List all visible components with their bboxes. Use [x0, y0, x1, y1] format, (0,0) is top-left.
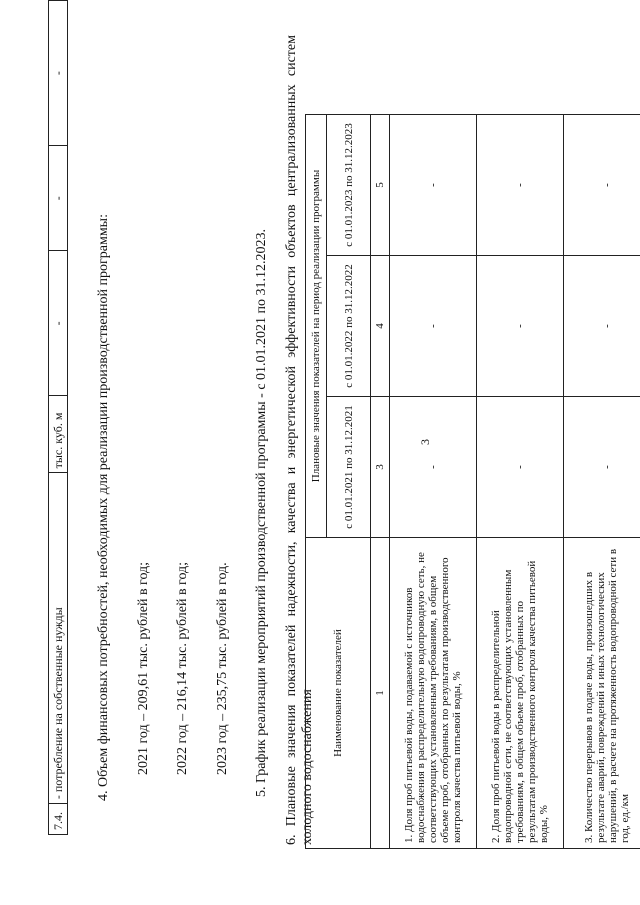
column-number: 3 — [371, 397, 390, 538]
column-number: 4 — [371, 256, 390, 397]
period-header: Плановые значения показателей на период реализации программы — [306, 115, 327, 538]
period-label: с 01.01.2021 по 31.12.2021 — [327, 397, 371, 538]
indicator-value: - — [477, 115, 564, 256]
page-number: 3 — [418, 439, 432, 445]
table-row — [564, 115, 640, 849]
indicator-value: - — [390, 115, 477, 256]
section-5-text: 5. График реализации мероприятий производственной программы - с 01.01.2021 по 31.12.2023. — [254, 228, 269, 797]
column-numbers-row — [371, 115, 390, 849]
row-value: - — [49, 1, 68, 146]
row-unit: тыс. куб. м — [49, 396, 68, 473]
indicator-name: 3. Количество перерывов в подаче воды, произошедших в результате аварий, повреждений и иных технологических нарушений, в расчете на протяженность водопроводной сети в год, ед./км — [564, 538, 640, 849]
indicator-value: - — [564, 256, 640, 397]
consumption-table — [48, 0, 68, 835]
section-4-year: 2022 год – 216,14 тыс. рублей в год; — [175, 561, 190, 775]
indicator-value: - — [564, 397, 640, 538]
table-row — [477, 115, 564, 849]
section-4-year: 2021 год – 209,61 тыс. рублей в год; — [136, 561, 151, 775]
section-4-year: 2023 год – 235,75 тыс. рублей в год. — [215, 562, 230, 775]
indicator-name: 2. Доля проб питьевой воды в распределительной водопроводной сети, не соответствующих установленным требованиям, в общем объеме проб, отобранных по результатам производственного контроля качества питьевой воды, % — [477, 538, 564, 849]
row-number: 7.4. — [49, 804, 68, 835]
row-value: - — [49, 146, 68, 251]
section-4-heading: 4. Объем финансовых потребностей, необходимых для реализации производственной программы: — [96, 214, 111, 801]
indicator-value: - — [564, 115, 640, 256]
table-header-row — [306, 115, 327, 849]
row-value: - — [49, 251, 68, 396]
indicator-value: - — [390, 256, 477, 397]
indicator-name: 1. Доля проб питьевой воды, подаваемой с источников водоснабжения в распределительную водопроводную сеть, не соответствующих установленным требованиям, в общем объеме проб, отобранных по результатам производственного контроля качества питьевой воды, % — [390, 538, 477, 849]
indicator-value: - — [390, 397, 477, 538]
period-label: с 01.01.2022 по 31.12.2022 — [327, 256, 371, 397]
column-number: 5 — [371, 115, 390, 256]
row-name: - потребление на собственные нужды — [49, 473, 68, 804]
col-name-header: Наименование показателей — [306, 538, 371, 849]
table-row — [390, 115, 477, 849]
period-label: с 01.01.2023 по 31.12.2023 — [327, 115, 371, 256]
section-6-text: 6. Плановые значения показателей надежности, качества и энергетической эффективности объектов централизованных систем холодного водоснабжения — [284, 35, 315, 845]
indicator-value: - — [477, 397, 564, 538]
indicator-value: - — [477, 256, 564, 397]
column-number: 1 — [371, 538, 390, 849]
indicators-table — [305, 114, 640, 849]
table-row — [49, 1, 68, 835]
